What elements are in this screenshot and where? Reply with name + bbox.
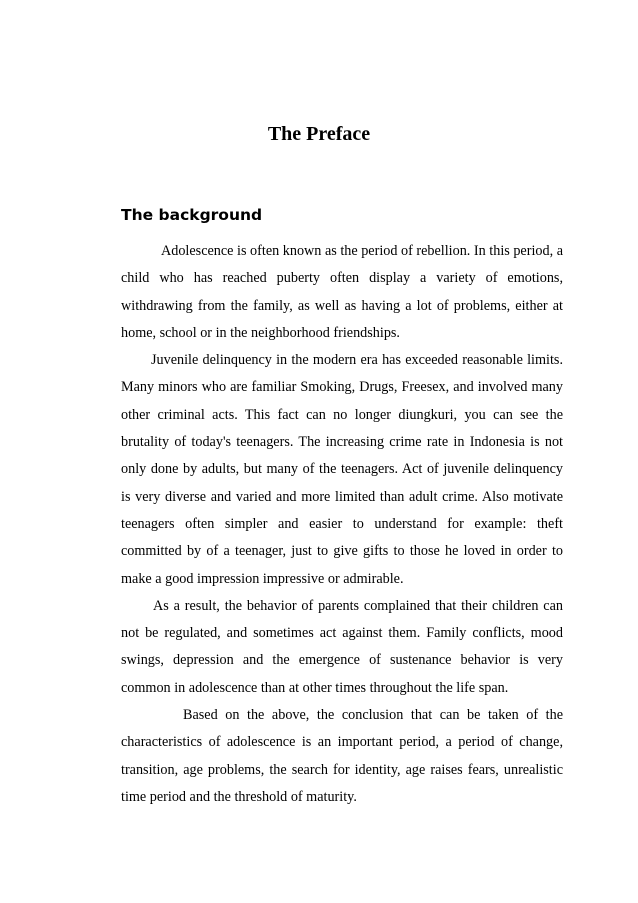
paragraph-conclusion: Based on the above, the conclusion that can be taken of the characteristics of adolescence is an important period, a period of change, transition, age problems, the search for identity, age raises fears, unrealistic time period and the threshold of maturity. [121, 707, 563, 805]
paragraph-parents-behavior: As a result, the behavior of parents complained that their children can not be regulated, and sometimes act against them. Family conflicts, mood swings, depression and the emergence of sustenance behavior is very common in adolescence than at other times throughout the life span. [121, 597, 563, 696]
paragraph-adolescence: Adolescence is often known as the period of rebellion. In this period, a child who has reached puberty often display a variety of emotions, withdrawing from the family, as well as having a lot of problems, either at home, school or in the neighborhood friendships. [121, 243, 563, 341]
body-text [121, 238, 563, 811]
section-heading: The background [121, 206, 263, 224]
paragraph-juvenile-delinquency: Juvenile delinquency in the modern era has exceeded reasonable limits. Many minors who are familiar Smoking, Drugs, Freesex, and involved many other criminal acts. This fact can no longer diungkuri, you can see the brutality of today's teenagers. The increasing crime rate in Indonesia is not only done by adults, but many of the teenagers. Act of juvenile delinquency is very diverse and varied and more limited than adult crime. Also motivate teenagers often simpler and easier to understand for example: theft committed by of a teenager, just to give gifts to those he loved in order to make a good impression impressive or admirable. [121, 352, 563, 587]
page-title: The Preface [267, 123, 371, 145]
